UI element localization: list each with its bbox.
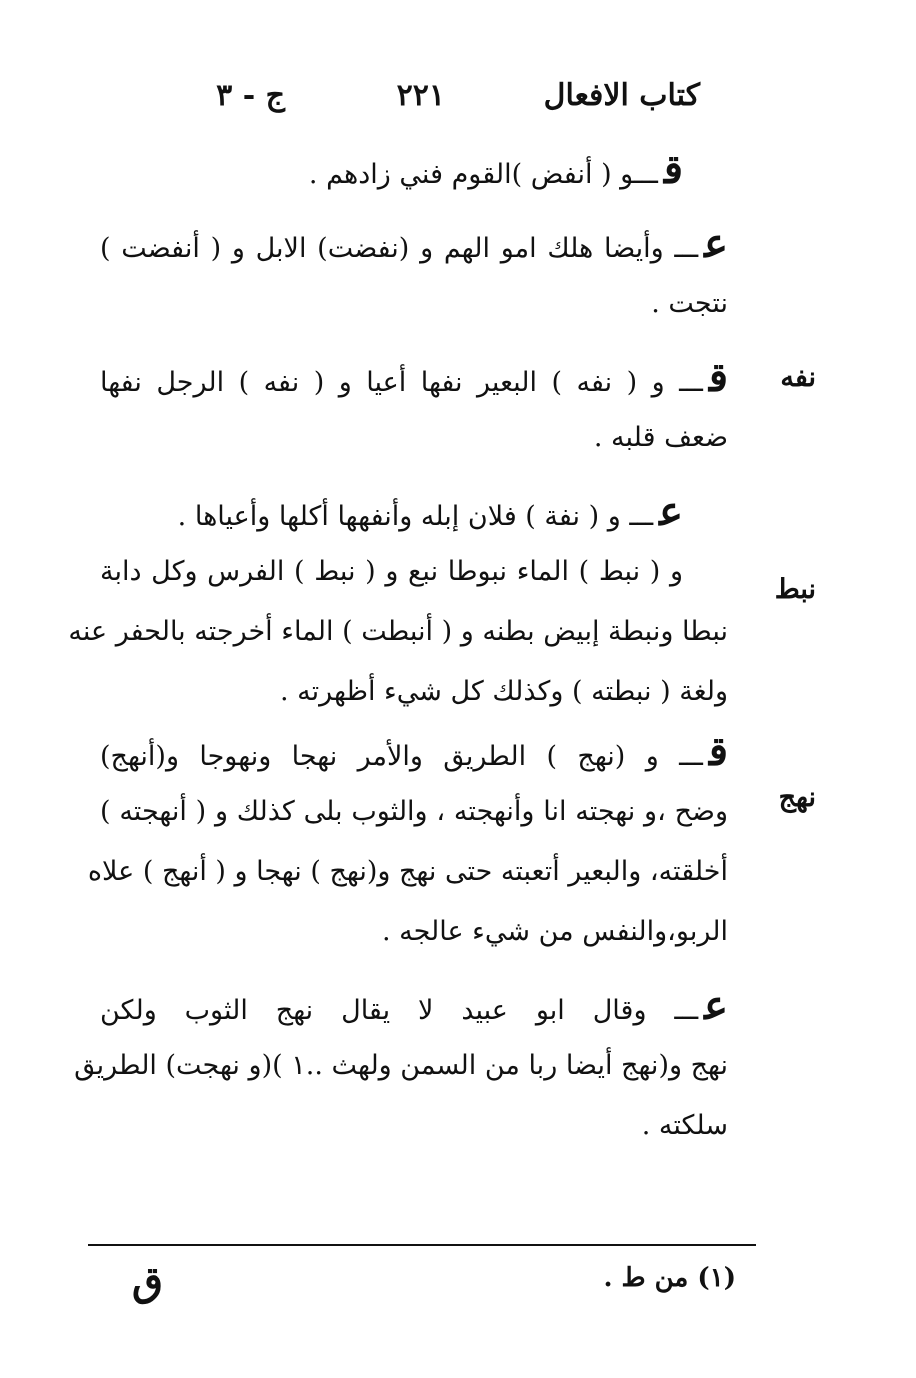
footnote-rule <box>88 1244 756 1246</box>
line-text: سلكته . <box>641 1110 728 1141</box>
line-text: ضعف قلبه . <box>593 422 728 453</box>
entry-text <box>68 140 728 1156</box>
text-line <box>100 782 728 842</box>
text-line <box>87 842 728 902</box>
line-text: ـــ وأيضا هلك امو الهم و (نفضت) الابل و ( أنفضت ) <box>100 233 699 264</box>
siglum-ain: ع <box>704 982 728 1029</box>
line-text: وضح ،و نهجته انا وأنهجته ، والثوب بلى كذلك و ( أنهجته ) <box>100 796 728 827</box>
margin-headword-nabata: نبط <box>774 574 816 605</box>
line-text: ـــ وقال ابو عبيد لا يقال نهج الثوب ولكن <box>100 995 699 1026</box>
line-text: ـــ و ( نفه ) البعير نفها أعيا و ( نفه ) الرجل نفها <box>100 367 703 398</box>
siglum-qaf: ق <box>663 146 683 193</box>
text-line <box>100 662 728 722</box>
text-line <box>100 482 728 542</box>
siglum-ain: ع <box>659 488 683 535</box>
volume-number: ج - ٣ <box>216 78 285 113</box>
text-line <box>74 1036 728 1096</box>
text-line <box>100 214 728 274</box>
siglum-qaf: ق <box>708 728 728 775</box>
text-line <box>100 348 728 408</box>
footnote: (١) من ط . <box>603 1263 736 1293</box>
line-text: نهج و(نهج أيضا ربا من السمن ولهث ..١ )(و نهجت) الطريق <box>74 1050 728 1081</box>
book-title: كتاب الافعال <box>543 78 700 113</box>
text-line <box>68 602 728 662</box>
line-text: أخلقته، والبعير أتعبته حتى نهج و(نهج ) نهجا و ( أنهج ) علاه <box>87 856 728 887</box>
text-line <box>100 976 728 1036</box>
line-text: نبطا ونبطة إبيض بطنه و ( أنبطت ) الماء أخرجته بالحفر عنه <box>68 616 728 647</box>
page-number: ٢٢١ <box>396 78 445 113</box>
text-line <box>100 274 728 334</box>
margin-headword-nafaha: نفه <box>780 362 816 393</box>
line-text: ولغة ( نبطته ) وكذلك كل شيء أظهرته . <box>279 676 728 707</box>
siglum-qaf: ق <box>708 354 728 401</box>
page-header <box>110 78 700 128</box>
line-text: ـــ و (نهج ) الطريق والأمر نهجا ونهوجا و(أنهج) <box>100 741 703 772</box>
line-text: و ( نبط ) الماء نبوطا نبع و ( نبط ) الفرس وكل دابة <box>100 556 683 587</box>
siglum-ain: ع <box>704 220 728 267</box>
line-text: نتجت . <box>651 288 728 319</box>
text-line <box>100 140 728 200</box>
text-line <box>100 902 728 962</box>
text-line <box>100 1096 728 1156</box>
line-text: ـــو ( أنفض )القوم فني زادهم . <box>308 159 658 190</box>
margin-headword-nahaja: نهج <box>778 782 816 813</box>
line-text: ـــ و ( نفة ) فلان إبله وأنفهها أكلها وأعياها . <box>177 501 654 532</box>
line-text: الربو،والنفس من شيء عالجه . <box>381 916 728 947</box>
text-line <box>100 408 728 468</box>
catchword: ق <box>132 1258 164 1305</box>
text-line <box>100 722 728 782</box>
text-line <box>100 542 728 602</box>
